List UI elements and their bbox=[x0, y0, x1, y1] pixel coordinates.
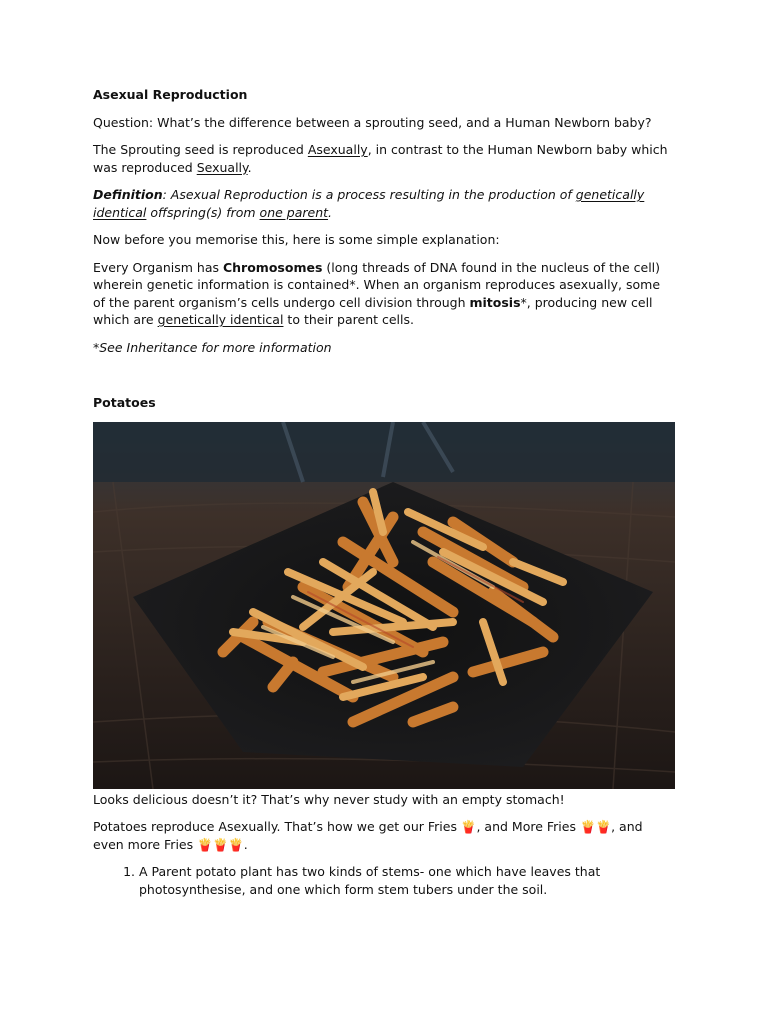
chromosomes-term: Chromosomes bbox=[222, 259, 323, 275]
footnote: *See Inheritance for more information bbox=[93, 339, 332, 355]
one-parent-term: one parent bbox=[259, 204, 329, 220]
explanation-text-4: to their parent cells. bbox=[283, 312, 414, 327]
explanation-paragraph bbox=[93, 259, 675, 329]
section-heading-potatoes: Potatoes bbox=[93, 395, 156, 410]
definition-text-3: . bbox=[328, 204, 333, 220]
definition-label: Definition bbox=[93, 187, 163, 202]
explanation-text-2: (long threads of DNA found in the nucleus of the cell) wherein genetic information is contained*. When an organism reproduces asexually, some of the parent organism’s cells undergo cell division through bbox=[93, 259, 661, 310]
genetically-identical-term: genetically identical bbox=[93, 187, 645, 220]
mitosis-term: mitosis bbox=[469, 294, 521, 310]
section-heading-asexual: Asexual Reproduction bbox=[93, 87, 248, 102]
sexually-term: Sexually bbox=[196, 159, 248, 175]
photo-caption: Looks delicious doesn’t it? That’s why never study with an empty stomach! bbox=[93, 791, 565, 807]
answer-paragraph bbox=[93, 141, 675, 176]
explanation-text-3: *, producing new cell which are bbox=[93, 294, 653, 327]
fries-paragraph: Potatoes reproduce Asexually. That’s how we get our Fries 🍟, and More Fries 🍟🍟, and even more Fries 🍟🍟🍟. bbox=[93, 819, 643, 852]
fries-illustration bbox=[93, 422, 675, 789]
document-body bbox=[93, 86, 675, 898]
genetically-identical-term-2: genetically identical bbox=[157, 312, 284, 327]
spacer bbox=[93, 366, 675, 394]
steps-list bbox=[93, 863, 675, 898]
list-item: 1. A Parent potato plant has two kinds of stems- one which have leaves that photosynthesise, and one which form stem tubers under the soil. bbox=[139, 863, 675, 898]
definition-text-1: : Asexual Reproduction is a process resulting in the production of bbox=[162, 187, 576, 202]
definition-text-2: offspring(s) from bbox=[146, 204, 260, 220]
asexually-term: Asexually bbox=[307, 142, 368, 157]
answer-text-1: The Sprouting seed is reproduced bbox=[93, 142, 308, 157]
answer-text-3: . bbox=[247, 159, 252, 175]
explanation-text-1: Every Organism has bbox=[93, 259, 223, 275]
intro-paragraph: Now before you memorise this, here is some simple explanation: bbox=[93, 232, 500, 247]
definition-paragraph bbox=[93, 186, 675, 221]
fries-photo bbox=[93, 422, 675, 789]
question-paragraph: Question: What’s the difference between a sprouting seed, and a Human Newborn baby? bbox=[93, 114, 652, 130]
answer-text-2: , in contrast to the Human Newborn baby which was reproduced bbox=[93, 142, 668, 175]
